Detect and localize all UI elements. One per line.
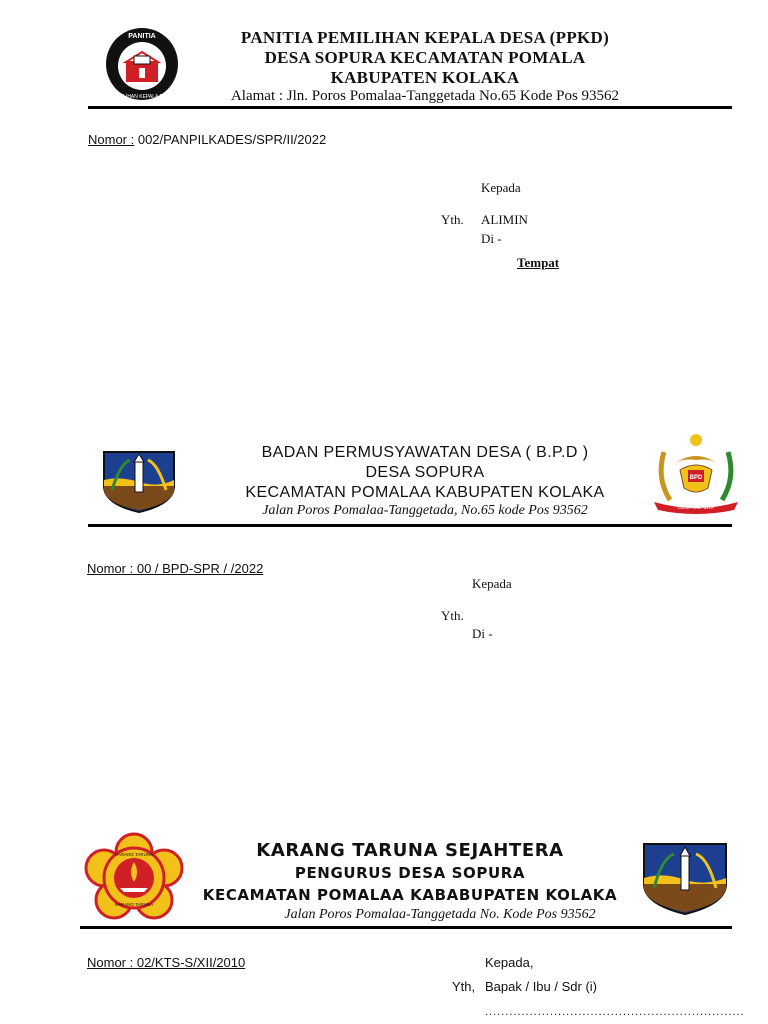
bpd-logo-ribbon-text: DESA SOPURA bbox=[678, 505, 714, 511]
ppkd-title-line2: DESA SOPURA KECAMATAN POMALA bbox=[264, 48, 586, 67]
bpd-garuda-logo bbox=[650, 430, 742, 514]
kts-title-line1: KARANG TARUNA SEJAHTERA bbox=[256, 840, 564, 861]
kts-header-rule bbox=[80, 926, 732, 929]
ppkd-logo-ring-text: PEMILIHAN KEPALA DESA bbox=[110, 94, 174, 100]
bpd-header-rule bbox=[88, 524, 732, 527]
ppkd-title-line3: KABUPATEN KOLAKA bbox=[330, 68, 520, 87]
ppkd-header-rule bbox=[88, 106, 732, 109]
ppkd-recipient: ALIMIN bbox=[481, 212, 528, 227]
ppkd-di: Di - bbox=[481, 231, 502, 246]
ppkd-nomor-label: Nomor : bbox=[88, 132, 135, 147]
ppkd-logo bbox=[104, 26, 180, 102]
kts-recipient: Bapak / Ibu / Sdr (i) bbox=[485, 979, 597, 994]
kts-address: Jalan Poros Pomalaa-Tanggetada No. Kode Pos 93562 bbox=[284, 907, 596, 922]
ppkd-kepada: Kepada bbox=[481, 180, 521, 195]
bpd-logo-text: BPD bbox=[689, 475, 703, 481]
karang-taruna-logo-text: KARANG TARUNA bbox=[114, 852, 154, 857]
ppkd-title-line1: PANITIA PEMILIHAN KEPALA DESA (PPKD) bbox=[240, 28, 610, 47]
kts-title-line3: KECAMATAN POMALAA KABABUPATEN KOLAKA bbox=[202, 886, 618, 904]
bpd-nomor: Nomor : 00 / BPD-SPR / /2022 bbox=[87, 561, 264, 576]
ppkd-tempat: Tempat bbox=[517, 255, 560, 270]
bpd-title-line2: DESA SOPURA bbox=[365, 464, 485, 481]
ppkd-logo-text: PANITIA bbox=[128, 33, 156, 40]
kts-dotted-line: ................................................................ bbox=[485, 1006, 745, 1018]
bpd-title-line3: KECAMATAN POMALAA KABUPATEN KOLAKA bbox=[245, 484, 605, 501]
bpd-yth-label: Yth. bbox=[441, 608, 464, 623]
kolaka-shield-logo-right bbox=[640, 838, 730, 916]
karang-taruna-logo-bottom-text: KARANG TARUNA bbox=[114, 902, 154, 907]
bpd-kepada: Kepada bbox=[472, 576, 512, 591]
kolaka-shield-logo bbox=[100, 446, 178, 514]
kts-yth-label: Yth, bbox=[452, 979, 476, 994]
ppkd-yth-label: Yth. bbox=[441, 212, 464, 227]
ppkd-nomor bbox=[88, 132, 326, 147]
kts-nomor: Nomor : 02/KTS-S/XII/2010 bbox=[87, 955, 246, 970]
ppkd-nomor-value: 002/PANPILKADES/SPR/II/2022 bbox=[134, 132, 327, 147]
kts-title-line2: PENGURUS DESA SOPURA bbox=[294, 864, 526, 882]
bpd-di: Di - bbox=[472, 626, 493, 641]
ppkd-address: Alamat : Jln. Poros Pomalaa-Tanggetada No.65 Kode Pos 93562 bbox=[230, 88, 620, 104]
bpd-address: Jalan Poros Pomalaa-Tanggetada, No.65 kode Pos 93562 bbox=[262, 503, 588, 518]
karang-taruna-logo bbox=[80, 832, 188, 924]
kts-kepada: Kepada, bbox=[485, 955, 534, 970]
bpd-title-line1: BADAN PERMUSYAWATAN DESA ( B.P.D ) bbox=[261, 444, 589, 461]
